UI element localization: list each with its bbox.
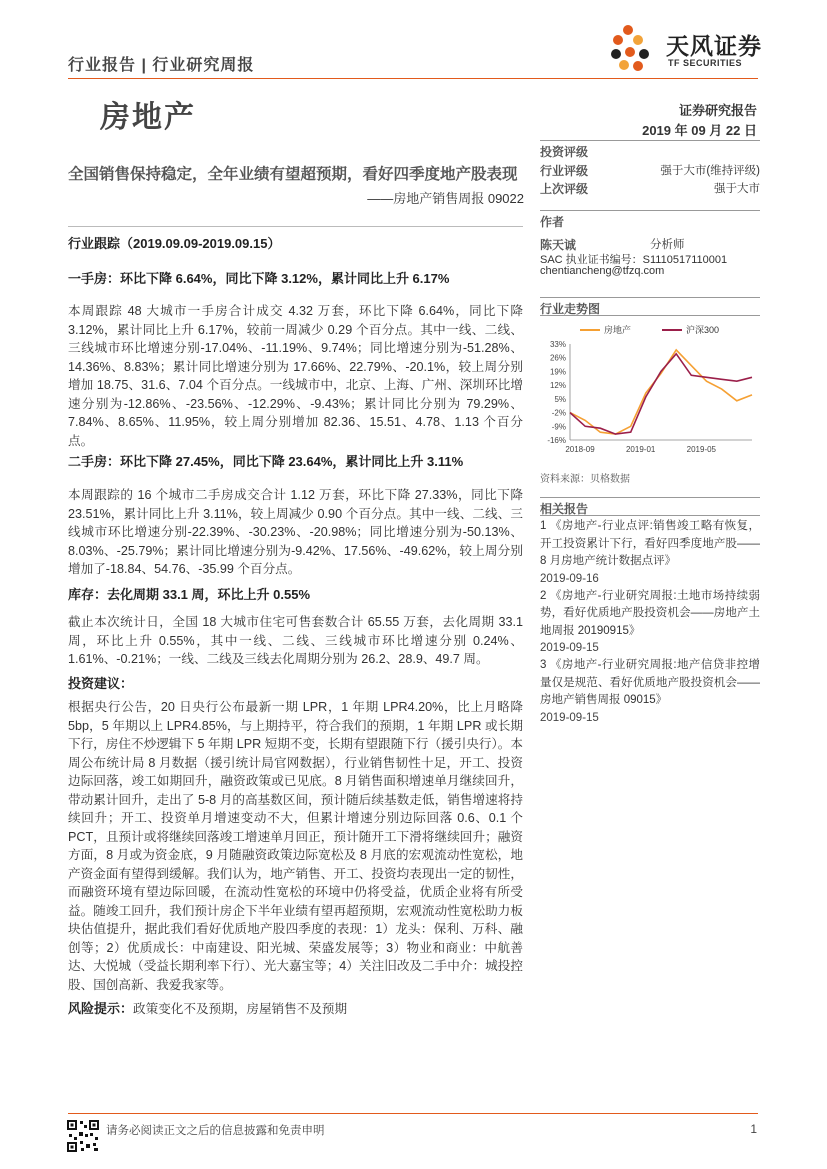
chart-source: 资料来源：贝格数据	[540, 474, 630, 485]
y-tick-label: -9%	[551, 422, 566, 432]
y-tick-label: 12%	[549, 381, 566, 391]
logo-dots-icon	[608, 24, 660, 72]
sector-title: 房地产	[100, 101, 196, 134]
series-line-real-estate	[570, 350, 752, 434]
new-house-heading: 一手房：环比下降 6.64%，同比下降 3.12%，累计同比上升 6.17%	[68, 271, 450, 286]
sidebar-divider	[540, 140, 760, 141]
tracking-heading: 行业跟踪（2019.09.09-2019.09.15）	[68, 236, 281, 251]
risk-warning	[68, 1000, 523, 1019]
related-report-link[interactable]: 1 《房地产-行业点评:销售竣工略有恢复，开工投资累计下行，看好四季度地产股——8 月房地产统计数据点评》	[540, 520, 760, 567]
second-house-heading: 二手房：环比下降 27.45%，同比下降 23.64%，累计同比上升 3.11%	[68, 454, 464, 469]
industry-rating-value: 强于大市(维持评级)	[660, 165, 760, 177]
sidebar-divider	[540, 297, 760, 298]
previous-rating-row	[540, 180, 760, 197]
chart-heading: 行业走势图	[540, 302, 601, 316]
x-tick-label: 2019-05	[686, 445, 717, 454]
y-tick-label: -16%	[547, 436, 566, 445]
y-tick-label: 26%	[549, 353, 566, 363]
report-title: 全国销售保持稳定，全年业绩有望超预期，看好四季度地产股表现	[68, 166, 518, 183]
title-divider	[68, 226, 523, 227]
logo-name-cn: 天风证券	[666, 33, 762, 59]
related-report-link[interactable]: 2 《房地产-行业研究周报:土地市场持续弱势，看好优质地产股投资机会——房地产土地周报 20190915》	[540, 589, 760, 637]
new-house-paragraph: 本周跟踪 48 大城市一手房合计成交 4.32 万套，环比下降 6.64%，同比下降 3.12%，累计同比上升 6.17%，较前一周减少 0.29 个百分点。其中一线、二线、三线城市环比增速分别-17.04%、-11.19%、9.74%；同比增速分别为-51.28%、14.36%、8.83%；累计同比增速分别为 17.66%、22.79%、-20.1%，较上周分别增加 18.75、31.6、7.04 个百分点。一线城市中，北京、上海、广州、深圳环比增速分别为-12.86%、-23.56%、-12.29%、-9.43%；累计同比分别为 79.29%、7.84%、8.65%、11.95%，较上周分别增加 82.36、15.51、4.78、1.13 个百分点。	[68, 304, 523, 448]
brand-logo	[608, 20, 768, 76]
inventory-heading: 库存：去化周期 33.1 周，环比上升 0.55%	[68, 587, 310, 602]
report-type: 证券研究报告	[678, 103, 757, 118]
industry-rating-label: 行业评级	[540, 164, 589, 178]
x-tick-label: 2019-01	[625, 445, 656, 454]
second-house-paragraph: 本周跟踪的 16 个城市二手房成交合计 1.12 万套，环比下降 27.33%，同比下降 23.51%，累计同比上升 3.11%，较上周减少 0.90 个百分点。其中一线、二线、三线城市环比增速分别-22.39%、-30.23%、-20.98%；同比增速分别为-50.13%、8.03%、-25.79%；累计同比增速分别为-9.42%、17.56%、-49.62%，较上周分别增加了-18.84、54.76、-35.99 个百分点。	[68, 488, 523, 576]
author-heading: 作者	[540, 215, 565, 229]
y-tick-label: 19%	[549, 367, 566, 377]
author-email[interactable]: chentiancheng@tfzq.com	[540, 265, 665, 277]
sidebar-divider	[540, 210, 760, 211]
page-number: 1	[750, 1122, 757, 1136]
previous-rating-value: 强于大市	[714, 183, 760, 195]
previous-rating-label: 上次评级	[540, 182, 589, 196]
author-sac: SAC 执业证书编号：S1110517110001	[540, 254, 728, 266]
logo-name-en: TF SECURITIES	[668, 58, 743, 68]
breadcrumb: 行业报告 | 行业研究周报	[68, 57, 255, 74]
legend-label: 房地产	[604, 325, 632, 335]
author-name: 陈天诚	[540, 238, 577, 252]
legend-label: 沪深300	[686, 325, 720, 335]
qr-code-icon	[66, 1119, 100, 1153]
related-report-link[interactable]: 3 《房地产-行业研究周报:地产信贷非控增量仅是规范、看好优质地产股投资机会——房地产销售周报 09015》	[540, 659, 760, 706]
header-divider	[68, 78, 758, 79]
footer-disclaimer: 请务必阅读正文之后的信息披露和免责申明	[106, 1125, 325, 1137]
advice-paragraph: 根据央行公告，20 日央行公布最新一期 LPR，1 年期 LPR4.20%，比上月略降 5bp，5 年期以上 LPR4.85%，与上期持平，符合我们的预期，1 年期 LPR 或长期下行，房住不炒逻辑下 5 年期 LPR 短期不变，长期有望跟随下行（援引央行）。本周公布统计局 8 月数据（援引统计局官网数据），行业销售韧性十足，开工、投资边际回落，竣工如期回升，融资政策或已见底。8 月销售面积增速单月继续回升，带动累计回升，走出了 5-8 月的高基数区间，预计随后续基数走低，销售增速将持续回升；开工、投资单月增速变动不大，但累计增速分别边际回落 0.6、0.1 个 PCT，且预计或将继续回落竣工增速单月回正，预计随开工下滑将继续回升；融资方面，8 月或为资金底，9 月随融资政策边际宽松及 8 月底的宏观流动性宽松，地产资金面有望得到缓解。我们认为，地产销售、开工、投资均表现出一定的韧性，而融资环境有望边际回暖，在流动性宽松的环境中仍将受益，优质企业将有所受益。随竣工回升，我们预计房企下半年业绩有望再超预期，宏观流动性宽松助力板块估值提升，据此我们看好优质地产股四季度的表现：1）龙头：保利、万科、融创等；2）优质成长：中南建设、阳光城、荣盛发展等；3）物业和商业：中航善达、大悦城（受益长期利率下行）、光大嘉宝等；4）关注旧改及二手中介：城投控股、国创高新、我爱我家等。	[68, 700, 523, 992]
related-report-date: 2019-09-15	[540, 711, 599, 724]
rating-heading: 投资评级	[540, 145, 589, 159]
report-date: 2019 年 09 月 22 日	[642, 123, 757, 138]
sidebar-divider	[540, 315, 760, 316]
sidebar-divider	[540, 497, 760, 498]
risk-heading: 风险提示：	[68, 1001, 134, 1016]
series-line-csi300	[570, 354, 752, 434]
inventory-paragraph: 截止本次统计日，全国 18 大城市住宅可售套数合计 65.55 万套，去化周期 33.1 周，环比上升 0.55%，其中一线、二线、三线城市环比增速分别 0.24%、1.61%、-0.21%；一线、二线及三线去化周期分别为 26.2、28.9、49.7 周。	[68, 615, 523, 666]
related-report-date: 2019-09-15	[540, 642, 599, 654]
y-tick-label: 5%	[554, 394, 566, 404]
y-tick-label: 33%	[549, 340, 566, 349]
footer-divider	[68, 1113, 758, 1114]
related-heading: 相关报告	[540, 502, 589, 516]
y-tick-label: -2%	[551, 408, 566, 418]
industry-trend-chart	[540, 318, 760, 458]
sidebar-divider	[540, 515, 760, 516]
advice-heading: 投资建议：	[68, 676, 134, 691]
author-title: 分析师	[650, 239, 685, 251]
related-reports-list	[540, 518, 760, 727]
industry-rating-row	[540, 162, 760, 179]
report-subtitle: ——房地产销售周报 09022	[367, 191, 524, 206]
x-tick-label: 2018-09	[565, 445, 595, 454]
risk-text: 政策变化不及预期，房屋销售不及预期	[133, 1002, 348, 1016]
related-report-date: 2019-09-16	[540, 572, 599, 585]
